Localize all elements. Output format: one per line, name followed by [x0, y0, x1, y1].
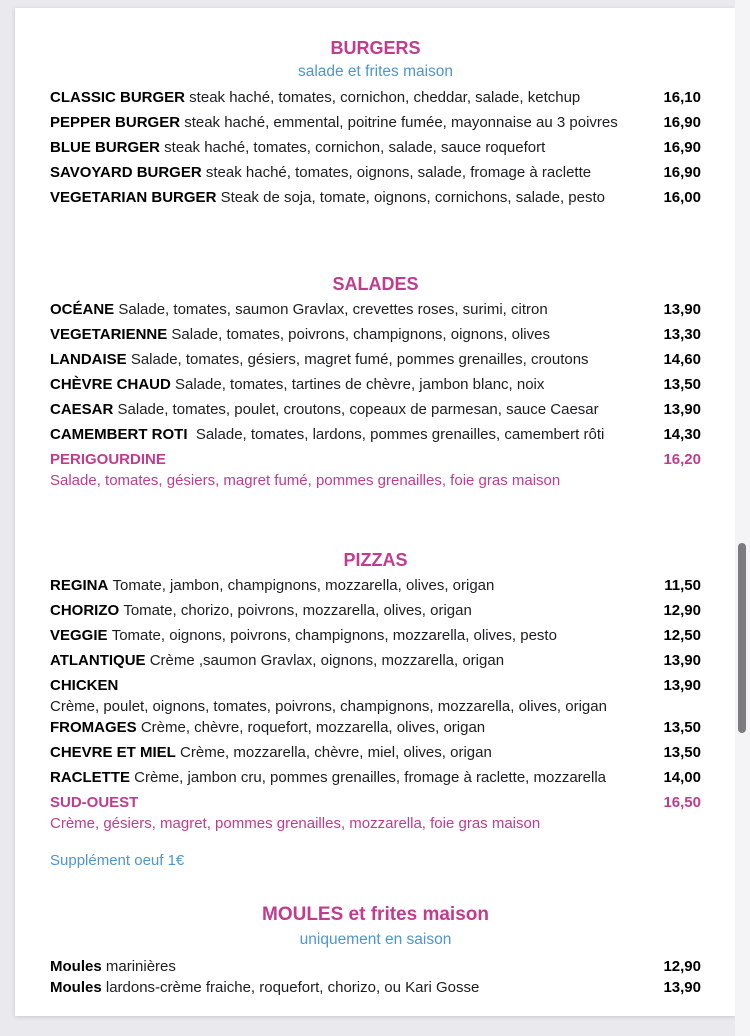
item-price: 13,90	[663, 301, 701, 318]
menu-item-row	[50, 977, 701, 998]
item-price: 12,90	[663, 958, 701, 975]
section-items	[50, 573, 701, 832]
item-price: 16,10	[663, 89, 701, 106]
item-name: VEGETARIENNE	[50, 326, 168, 343]
item-description: Salade, tomates, lardons, pommes grenailles, camembert rôti	[187, 426, 605, 443]
item-name: VEGGIE	[50, 627, 108, 644]
item-description: Salade, tomates, gésiers, magret fumé, pommes grenailles, croutons	[126, 351, 589, 368]
item-name: VEGETARIAN BURGER	[50, 189, 217, 206]
item-price: 16,90	[663, 139, 701, 156]
item-name: ATLANTIQUE	[50, 652, 146, 669]
item-name: PERIGOURDINE	[50, 451, 166, 468]
item-price: 13,90	[663, 401, 701, 418]
menu-item-row	[50, 956, 701, 977]
item-name: BLUE BURGER	[50, 139, 161, 156]
menu-item-row	[50, 447, 701, 489]
menu-item-row	[50, 648, 701, 673]
item-price: 12,50	[663, 627, 701, 644]
item-name: Moules	[50, 979, 102, 996]
item-price: 13,50	[663, 744, 701, 761]
item-name: CHEVRE ET MIEL	[50, 744, 176, 761]
item-price: 13,90	[663, 652, 701, 669]
item-description: Tomate, oignons, poivrons, champignons, mozzarella, olives, pesto	[107, 627, 557, 644]
item-price: 13,30	[663, 326, 701, 343]
scrollbar-thumb[interactable]	[738, 543, 746, 733]
section-title: PIZZAS	[343, 550, 408, 570]
item-name: LANDAISE	[50, 351, 127, 368]
item-price: 12,90	[663, 602, 701, 619]
item-price: 16,90	[663, 164, 701, 181]
item-price: 16,50	[663, 794, 701, 811]
menu-sections	[50, 38, 701, 998]
item-name: CAESAR	[50, 401, 114, 418]
item-name: PEPPER BURGER	[50, 114, 181, 131]
section-subtitle: salade et frites maison	[297, 63, 454, 80]
item-description: Crème ,saumon Gravlax, oignons, mozzarella, origan	[145, 652, 505, 669]
item-name: CHICKEN	[50, 677, 119, 694]
item-description: Salade, tomates, tartines de chèvre, jambon blanc, noix	[170, 376, 545, 393]
item-description-below: Crème, gésiers, magret, pommes grenailles, mozzarella, foie gras maison	[50, 815, 541, 832]
item-price: 14,00	[663, 769, 701, 786]
item-price: 14,30	[663, 426, 701, 443]
item-name: SUD-OUEST	[50, 794, 139, 811]
item-price: 11,50	[664, 577, 701, 594]
item-name: FROMAGES	[50, 719, 137, 736]
section-items	[50, 956, 701, 998]
menu-item-row	[50, 185, 701, 210]
item-description: steak haché, tomates, oignons, salade, fromage à raclette	[201, 164, 592, 181]
item-price: 13,50	[663, 376, 701, 393]
item-description: Salade, tomates, poulet, croutons, copeaux de parmesan, sauce Caesar	[113, 401, 599, 418]
item-description-below: Salade, tomates, gésiers, magret fumé, pommes grenailles, foie gras maison	[50, 472, 561, 489]
item-description: steak haché, emmental, poitrine fumée, mayonnaise au 3 poivres	[180, 114, 618, 131]
item-price: 13,50	[663, 719, 701, 736]
menu-item-row	[50, 372, 701, 397]
item-description-below: Crème, poulet, oignons, tomates, poivrons, champignons, mozzarella, olives, origan	[50, 698, 607, 715]
item-name: RACLETTE	[50, 769, 130, 786]
item-price: 16,20	[663, 451, 701, 468]
menu-item-row	[50, 297, 701, 322]
item-price: 16,90	[663, 114, 701, 131]
menu-item-row	[50, 135, 701, 160]
section-title: MOULES et frites maison	[262, 904, 489, 925]
item-description: Steak de soja, tomate, oignons, cornichons, salade, pesto	[216, 189, 605, 206]
menu-item-row	[50, 85, 701, 110]
item-description: Tomate, jambon, champignons, mozzarella, olives, origan	[108, 577, 495, 594]
section-footnote: Supplément oeuf 1€	[50, 852, 185, 869]
menu-item-row	[50, 397, 701, 422]
section-items	[50, 297, 701, 489]
item-description: steak haché, tomates, cornichon, salade, sauce roquefort	[160, 139, 546, 156]
menu-section-moules	[50, 904, 701, 998]
item-description: Crème, mozzarella, chèvre, miel, olives, origan	[175, 744, 492, 761]
menu-section-burgers	[50, 38, 701, 210]
menu-section-pizzas	[50, 550, 701, 870]
item-description: Salade, tomates, saumon Gravlax, crevettes roses, surimi, citron	[114, 301, 548, 318]
menu-item-row	[50, 110, 701, 135]
menu-item-row	[50, 573, 701, 598]
menu-item-row	[50, 422, 701, 447]
menu-item-row	[50, 160, 701, 185]
item-description: steak haché, tomates, cornichon, cheddar, salade, ketchup	[185, 89, 581, 106]
section-subtitle: uniquement en saison	[299, 931, 452, 948]
menu-item-row	[50, 598, 701, 623]
item-name: CHÈVRE CHAUD	[50, 376, 171, 393]
item-price: 13,90	[663, 979, 701, 996]
item-price: 14,60	[663, 351, 701, 368]
menu-item-row	[50, 790, 701, 832]
item-name: SAVOYARD BURGER	[50, 164, 202, 181]
item-price: 16,00	[663, 189, 701, 206]
item-description: Salade, tomates, poivrons, champignons, oignons, olives	[167, 326, 550, 343]
menu-item-row	[50, 715, 701, 740]
item-description: Crème, chèvre, roquefort, mozzarella, olives, origan	[136, 719, 486, 736]
menu-section-salades	[50, 274, 701, 489]
item-name: OCÉANE	[50, 301, 115, 318]
item-name: Moules	[50, 958, 102, 975]
item-description: marinières	[101, 958, 176, 975]
item-description: Tomate, chorizo, poivrons, mozzarella, olives, origan	[119, 602, 472, 619]
section-title: BURGERS	[330, 38, 421, 58]
item-description: Crème, jambon cru, pommes grenailles, fromage à raclette, mozzarella	[130, 769, 607, 786]
item-description: lardons-crème fraiche, roquefort, chorizo, ou Kari Gosse	[101, 979, 480, 996]
menu-item-row	[50, 623, 701, 648]
item-name: REGINA	[50, 577, 109, 594]
item-name: CAMEMBERT ROTI	[50, 426, 188, 443]
menu-item-row	[50, 740, 701, 765]
section-items	[50, 85, 701, 210]
menu-item-row	[50, 322, 701, 347]
menu-page	[15, 8, 735, 1016]
section-title: SALADES	[332, 274, 419, 294]
menu-item-row	[50, 673, 701, 715]
menu-item-row	[50, 347, 701, 372]
item-price: 13,90	[663, 677, 701, 694]
item-name: CLASSIC BURGER	[50, 89, 186, 106]
item-name: CHORIZO	[50, 602, 120, 619]
scrollbar-track[interactable]	[735, 0, 750, 1036]
menu-item-row	[50, 765, 701, 790]
